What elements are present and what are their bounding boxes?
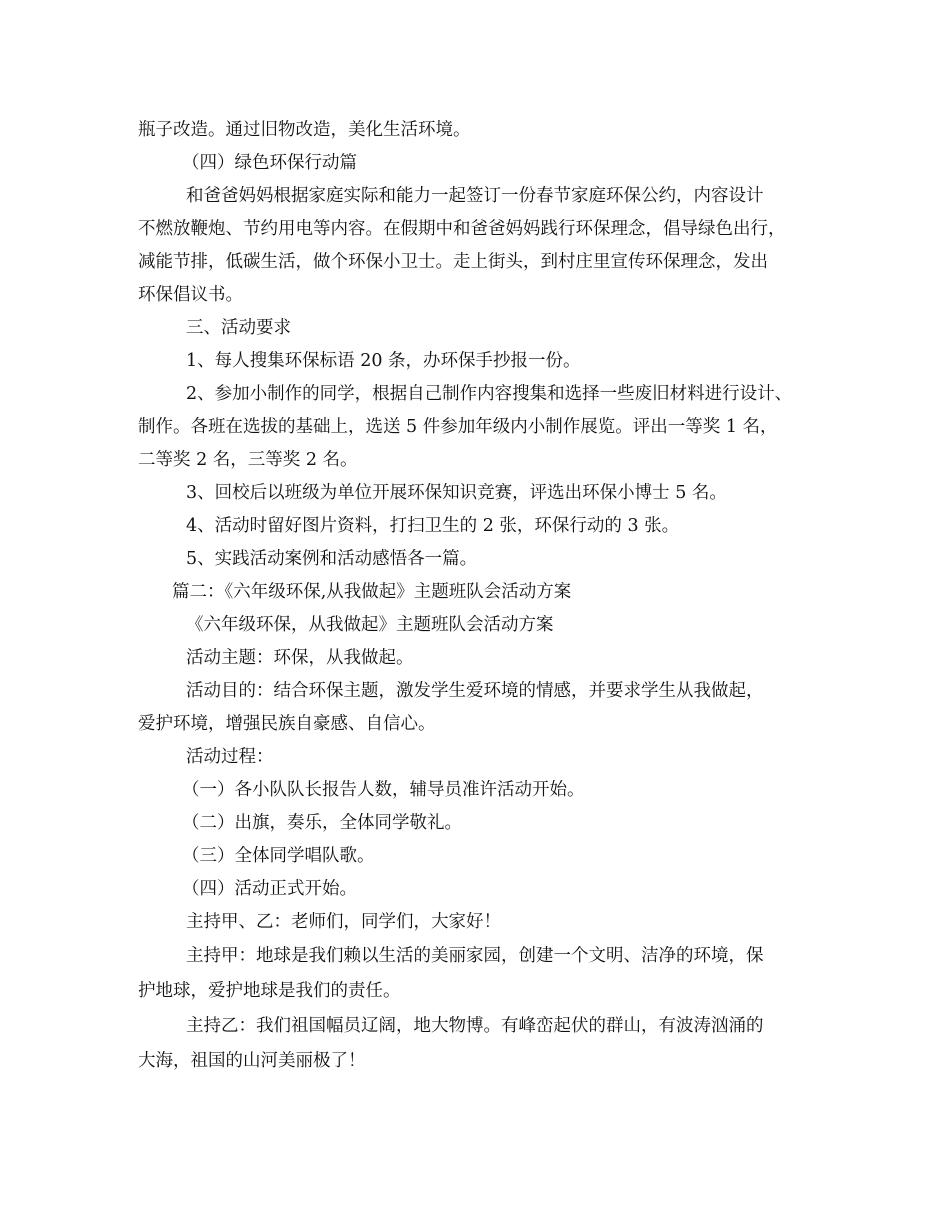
list-item: 4、活动时留好图片资料，打扫卫生的 2 张，环保行动的 3 张。: [186, 516, 680, 536]
paragraph-line: 活动过程：: [186, 747, 274, 767]
paragraph-line: 不燃放鞭炮、节约用电等内容。在假期中和爸爸妈妈践行环保理念，倡导绿色出行，: [138, 219, 786, 239]
list-item: 1、每人搜集环保标语 20 条，办环保手抄报一份。: [186, 351, 581, 371]
paragraph-line: 瓶子改造。通过旧物改造，美化生活环境。: [138, 120, 471, 140]
paragraph-line: 活动目的：结合环保主题，激发学生爱环境的情感，并要求学生从我做起，: [186, 681, 764, 701]
paragraph-line: 制作。各班在选拔的基础上，选送 5 件参加年级内小制作展览。评出一等奖 1 名，: [138, 417, 778, 437]
paragraph-line: 活动主题：环保，从我做起。: [186, 648, 414, 668]
section-heading: 三、活动要求: [186, 318, 291, 338]
list-item: （一）各小队队长报告人数，辅导员准许活动开始。: [182, 780, 585, 800]
paragraph-line: 主持乙：我们祖国幅员辽阔，地大物博。有峰峦起伏的群山，有波涛汹涌的: [186, 1016, 764, 1036]
list-item: 5、实践活动案例和活动感悟各一篇。: [186, 549, 478, 569]
list-item: 2、参加小制作的同学，根据自己制作内容搜集和选择一些废旧材料进行设计、: [186, 384, 793, 404]
paragraph-line: 大海，祖国的山河美丽极了！: [138, 1051, 366, 1071]
paragraph-line: 减能节排，低碳生活，做个环保小卫士。走上街头，到村庄里宣传环保理念，发出: [138, 252, 768, 272]
paragraph-line: 环保倡议书。: [138, 285, 243, 305]
paragraph-line: 护地球，爱护地球是我们的责任。: [138, 981, 401, 1001]
paragraph-line: 主持甲：地球是我们赖以生活的美丽家园，创建一个文明、洁净的环境，保: [186, 946, 764, 966]
document-body: [138, 114, 818, 1079]
list-item: （四）活动正式开始。: [182, 879, 357, 899]
section-heading: （四）绿色环保行动篇: [182, 153, 357, 173]
document-title: 《六年级环保，从我做起》主题班队会活动方案: [186, 615, 554, 635]
paragraph-line: 和爸爸妈妈根据家庭实际和能力一起签订一份春节家庭环保公约，内容设计: [186, 186, 764, 206]
chapter-heading: 篇二：《六年级环保,从我做起》主题班队会活动方案: [172, 582, 572, 602]
paragraph-line: 主持甲、乙：老师们，同学们，大家好！: [186, 912, 501, 932]
paragraph-line: 二等奖 2 名，三等奖 2 名。: [138, 450, 358, 470]
list-item: （三）全体同学唱队歌。: [182, 846, 375, 866]
list-item: 3、回校后以班级为单位开展环保知识竞赛，评选出环保小博士 5 名。: [186, 483, 727, 503]
paragraph-line: 爱护环境，增强民族自豪感、自信心。: [138, 714, 436, 734]
list-item: （二）出旗，奏乐，全体同学敬礼。: [182, 813, 462, 833]
